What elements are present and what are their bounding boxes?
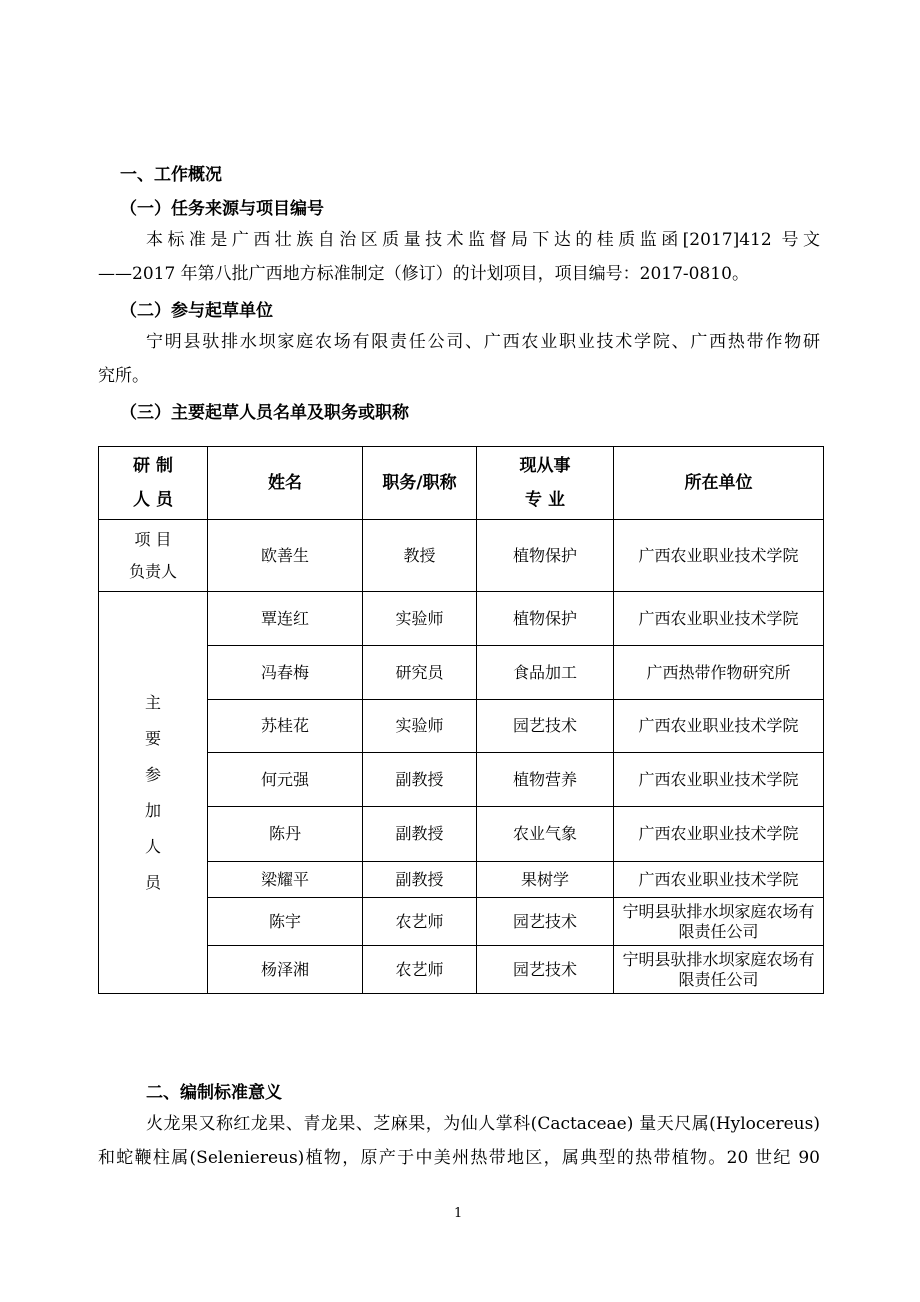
- member-major: 农业气象: [477, 807, 614, 862]
- leader-unit: 广西农业职业技术学院: [614, 520, 824, 592]
- sub3-title: （三）主要起草人员名单及职务或职称: [120, 403, 409, 423]
- member-major: 植物营养: [477, 753, 614, 807]
- section2-title: 二、编制标准意义: [146, 1083, 282, 1103]
- header-major: 现从事 专 业: [477, 447, 614, 520]
- table-row: [99, 946, 824, 994]
- member-unit: 广西农业职业技术学院: [614, 592, 824, 646]
- member-unit: 广西农业职业技术学院: [614, 753, 824, 807]
- member-unit: 宁明县驮排水坝家庭农场有限责任公司: [614, 946, 824, 994]
- member-title: 实验师: [363, 592, 477, 646]
- header-name: 姓名: [208, 447, 363, 520]
- member-title: 副教授: [363, 862, 477, 898]
- section1-title: 一、工作概况: [120, 165, 222, 185]
- table-header-row: [99, 447, 824, 520]
- member-major: 植物保护: [477, 592, 614, 646]
- leader-role: 项 目 负责人: [99, 520, 208, 592]
- member-major: 食品加工: [477, 646, 614, 700]
- sub1-line1: 本标准是广西壮族自治区质量技术监督局下达的桂质监函[2017]412 号文: [146, 230, 820, 250]
- member-title: 副教授: [363, 807, 477, 862]
- member-unit: 广西农业职业技术学院: [614, 807, 824, 862]
- member-title: 实验师: [363, 700, 477, 753]
- sub2-title: （二）参与起草单位: [120, 301, 273, 321]
- sub1-line2: ——2017 年第八批广西地方标准制定（修订）的计划项目，项目编号：2017-0810。: [98, 264, 749, 284]
- members-role: 主 要 参 加 人 员: [99, 592, 208, 994]
- section2-line2: 和蛇鞭柱属(Seleniereus)植物，原产于中美州热带地区，属典型的热带植物。20 世纪 90: [98, 1148, 820, 1168]
- member-name: 覃连红: [208, 592, 363, 646]
- table-row: [99, 700, 824, 753]
- table-row: [99, 592, 824, 646]
- member-title: 农艺师: [363, 898, 477, 946]
- table-row: [99, 646, 824, 700]
- member-name: 梁耀平: [208, 862, 363, 898]
- member-name: 苏桂花: [208, 700, 363, 753]
- table-row-leader: [99, 520, 824, 592]
- header-role: 研 制 人 员: [99, 447, 208, 520]
- member-unit: 广西农业职业技术学院: [614, 862, 824, 898]
- table-row: [99, 862, 824, 898]
- sub2-line2: 究所。: [98, 366, 149, 386]
- member-major: 园艺技术: [477, 700, 614, 753]
- member-name: 陈丹: [208, 807, 363, 862]
- member-title: 农艺师: [363, 946, 477, 994]
- leader-name: 欧善生: [208, 520, 363, 592]
- page-number: 1: [454, 1206, 463, 1221]
- member-major: 果树学: [477, 862, 614, 898]
- member-name: 杨泽湘: [208, 946, 363, 994]
- leader-major: 植物保护: [477, 520, 614, 592]
- header-unit: 所在单位: [614, 447, 824, 520]
- staff-table: [98, 446, 824, 994]
- table-row: [99, 898, 824, 946]
- section2-line1: 火龙果又称红龙果、青龙果、芝麻果，为仙人掌科(Cactaceae) 量天尺属(Hylocereus): [146, 1114, 820, 1134]
- member-name: 冯春梅: [208, 646, 363, 700]
- member-name: 陈宇: [208, 898, 363, 946]
- member-unit: 广西农业职业技术学院: [614, 700, 824, 753]
- member-unit: 广西热带作物研究所: [614, 646, 824, 700]
- member-name: 何元强: [208, 753, 363, 807]
- member-unit: 宁明县驮排水坝家庭农场有限责任公司: [614, 898, 824, 946]
- member-major: 园艺技术: [477, 946, 614, 994]
- sub1-title: （一）任务来源与项目编号: [120, 199, 324, 219]
- member-major: 园艺技术: [477, 898, 614, 946]
- table-row: [99, 753, 824, 807]
- sub2-line1: 宁明县驮排水坝家庭农场有限责任公司、广西农业职业技术学院、广西热带作物研: [146, 332, 820, 352]
- leader-title: 教授: [363, 520, 477, 592]
- header-title: 职务/职称: [363, 447, 477, 520]
- table-row: [99, 807, 824, 862]
- member-title: 研究员: [363, 646, 477, 700]
- member-title: 副教授: [363, 753, 477, 807]
